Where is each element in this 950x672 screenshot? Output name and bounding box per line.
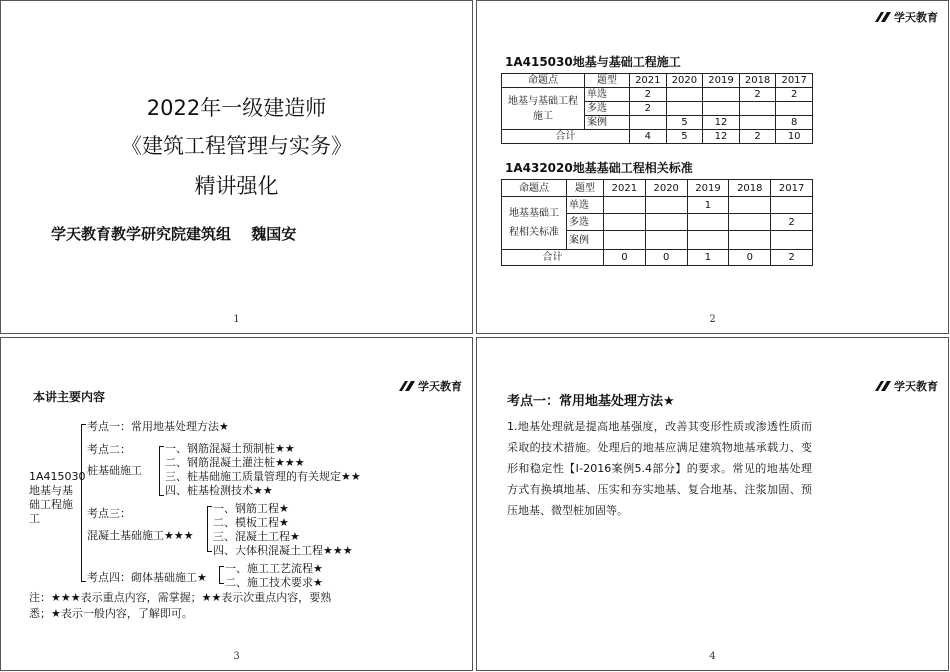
table-cell — [645, 197, 687, 214]
table-cell — [776, 102, 813, 116]
outline-item: 四、大体积混凝土工程★★★ — [213, 544, 353, 557]
outline-item: 三、混凝土工程★ — [213, 530, 300, 543]
table-cell — [604, 197, 646, 214]
table-row — [502, 74, 813, 88]
outline-item: 一、施工工艺流程★ — [225, 562, 323, 575]
outline-item: 二、钢筋混凝土灌注桩★★★ — [165, 456, 305, 469]
table-cell — [630, 116, 667, 130]
table-cell: 2 — [739, 130, 776, 144]
table-row — [502, 197, 813, 214]
outline-bracket — [219, 566, 224, 584]
table-cell — [739, 102, 776, 116]
table-cell: 2 — [771, 214, 813, 231]
table-cell: 命题点 — [502, 180, 567, 197]
page-number: 2 — [709, 314, 716, 325]
table-cell: 2018 — [729, 180, 771, 197]
brand-logo — [875, 378, 938, 394]
table-row — [502, 88, 813, 102]
table-cell: 单选 — [585, 88, 630, 102]
table2-title: 1A432020地基基础工程相关标准 — [505, 161, 693, 175]
table-cell — [729, 197, 771, 214]
outline-point3-label: 考点三： — [87, 507, 131, 520]
logo-mark-icon — [399, 381, 415, 391]
table-cell: 10 — [776, 130, 813, 144]
table-cell — [739, 116, 776, 130]
table-cell — [666, 88, 703, 102]
table-row — [502, 250, 813, 266]
table-cell: 2018 — [739, 74, 776, 88]
table-cell — [771, 231, 813, 250]
outline-point2-title: 桩基础施工 — [87, 464, 142, 477]
slide1-title-line2: 《建筑工程管理与实务》 — [121, 134, 352, 158]
table-cell: 2 — [776, 88, 813, 102]
table-cell: 命题点 — [502, 74, 585, 88]
table-cell — [687, 214, 729, 231]
table-cell: 0 — [729, 250, 771, 266]
table-cell: 0 — [604, 250, 646, 266]
logo-text: 学天教育 — [894, 380, 938, 393]
table-cell — [687, 231, 729, 250]
brand-logo — [399, 378, 462, 394]
outline-point1: 考点一：常用地基处理方法★ — [87, 420, 229, 433]
table-cell: 2021 — [604, 180, 646, 197]
table-cell: 2020 — [645, 180, 687, 197]
table-cell: 2017 — [771, 180, 813, 197]
table-cell: 5 — [666, 116, 703, 130]
outline-item: 四、桩基检测技术★★ — [165, 484, 273, 497]
outline-item: 一、钢筋混凝土预制桩★★ — [165, 442, 295, 455]
table-cell: 1 — [687, 250, 729, 266]
slide3-heading: 本讲主要内容 — [33, 390, 106, 404]
table-cell: 题型 — [567, 180, 604, 197]
table-cell: 2017 — [776, 74, 813, 88]
table-cell: 2019 — [687, 180, 729, 197]
table-cell — [645, 231, 687, 250]
table-cell: 2 — [630, 102, 667, 116]
outline-item: 二、模板工程★ — [213, 516, 289, 529]
table-cell: 多选 — [585, 102, 630, 116]
logo-mark-icon — [875, 12, 891, 22]
outline-bracket — [207, 506, 212, 552]
table-cell: 单选 — [567, 197, 604, 214]
page-number: 4 — [709, 651, 716, 662]
table-total-label: 合计 — [502, 250, 604, 266]
table-cell: 4 — [630, 130, 667, 144]
table-cell: 5 — [666, 130, 703, 144]
table-cell — [729, 231, 771, 250]
outline-point2-label: 考点二： — [87, 443, 131, 456]
table-cell: 0 — [645, 250, 687, 266]
table-cell: 2 — [739, 88, 776, 102]
table-cell — [645, 214, 687, 231]
table-cell: 案例 — [567, 231, 604, 250]
table-cell: 2021 — [630, 74, 667, 88]
table-cell: 1 — [687, 197, 729, 214]
outline-point4: 考点四：砌体基础施工★ — [87, 571, 207, 584]
outline-point3-title: 混凝土基础施工★★★ — [87, 529, 194, 542]
page-number: 1 — [233, 314, 240, 325]
table-cell: 12 — [703, 130, 740, 144]
table-cell: 2019 — [703, 74, 740, 88]
brand-logo — [875, 9, 938, 25]
outline-root: 1A415030 地基与基 础工程施 工 — [29, 470, 86, 525]
table-cell — [604, 231, 646, 250]
table-row — [502, 130, 813, 144]
legend-note: 注：★★★表示重点内容，需掌握；★★表示次重点内容，要熟悉；★表示一般内容，了解即可。 — [29, 591, 332, 620]
slide1-author: 学天教育教学研究院建筑组 魏国安 — [51, 225, 297, 243]
logo-mark-icon — [875, 381, 891, 391]
table-cell: 8 — [776, 116, 813, 130]
table-cell — [703, 88, 740, 102]
table-cell — [729, 214, 771, 231]
slide1-title-line3: 精讲强化 — [194, 174, 279, 198]
slide-1 — [0, 0, 473, 334]
table-cell — [666, 102, 703, 116]
slide-3 — [0, 337, 473, 671]
table-cell: 多选 — [567, 214, 604, 231]
outline-item: 一、钢筋工程★ — [213, 502, 289, 515]
table-cell — [771, 197, 813, 214]
table1 — [501, 73, 813, 144]
table-cell: 2 — [630, 88, 667, 102]
table-cell: 2 — [771, 250, 813, 266]
table-cell: 2020 — [666, 74, 703, 88]
slide4-body: 1.地基处理就是提高地基强度，改善其变形性质或渗透性质而采取的技术措施。处理后的地基应满足建筑物地基承载力、变形和稳定性【Ⅰ-2016案例5.4部分】的要求。常见的地基处理方式有换填地基、压实和夯实地基、复合地基、注浆加固、预压地基、微型桩加固等。 — [507, 420, 812, 517]
slide1-title-line1: 2022年一级建造师 — [146, 96, 327, 120]
logo-text: 学天教育 — [418, 380, 462, 393]
table1-title: 1A415030地基与基础工程施工 — [505, 55, 681, 69]
table-topic-cell: 地基基础工程相关标准 — [502, 197, 567, 250]
outline-bracket — [81, 424, 86, 582]
slide4-heading: 考点一：常用地基处理方法★ — [507, 394, 675, 409]
table-cell: 题型 — [585, 74, 630, 88]
table2 — [501, 179, 813, 266]
table-cell: 12 — [703, 116, 740, 130]
table-cell — [604, 214, 646, 231]
page-number: 3 — [233, 651, 240, 662]
slide-4 — [476, 337, 949, 671]
table-cell — [703, 102, 740, 116]
outline-item: 二、施工技术要求★ — [225, 576, 323, 589]
table-row — [502, 180, 813, 197]
outline-bracket — [159, 446, 164, 496]
logo-text: 学天教育 — [894, 11, 938, 24]
outline-item: 三、桩基础施工质量管理的有关规定★★ — [165, 470, 361, 483]
table-topic-cell: 地基与基础工程施工 — [502, 88, 585, 130]
table-cell: 案例 — [585, 116, 630, 130]
slide-2 — [476, 0, 949, 334]
table-total-label: 合计 — [502, 130, 630, 144]
